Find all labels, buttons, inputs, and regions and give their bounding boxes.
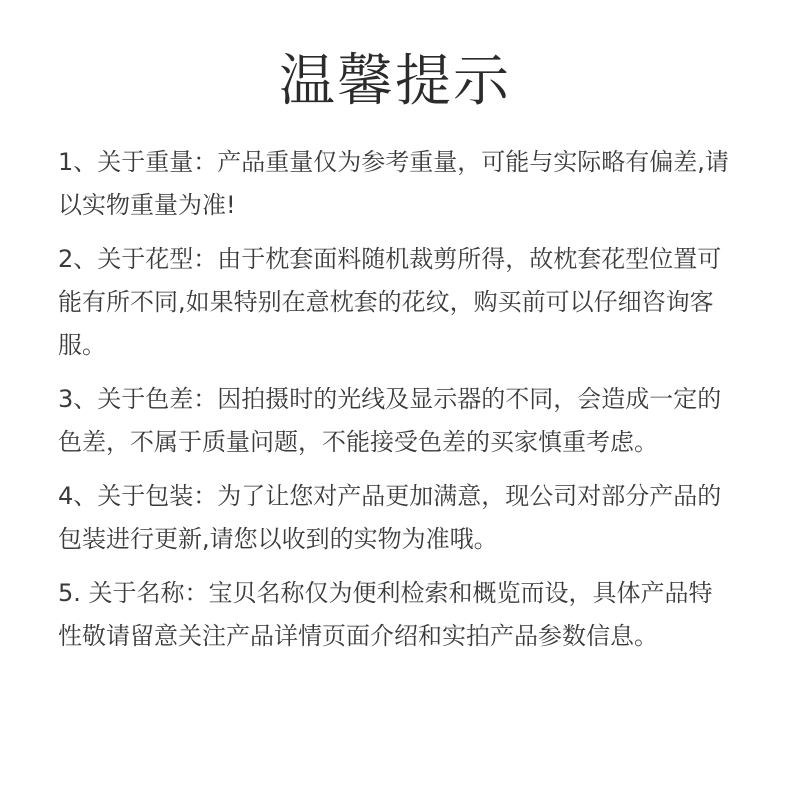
note-packaging: 4、关于包装：为了让您对产品更加满意，现公司对部分产品的包装进行更新,请您以收到的实物为准哦。: [58, 482, 722, 553]
note-product-name: 5. 关于名称：宝贝名称仅为便利检索和概览而设，具体产品特性敬请留意关注产品详情页面介绍和实拍产品参数信息。: [58, 579, 713, 650]
note-weight: 1、关于重量：产品重量仅为参考重量，可能与实际略有偏差,请以实物重量为准!: [58, 148, 729, 219]
note-color-difference: 3、关于色差：因拍摄时的光线及显示器的不同，会造成一定的色差，不属于质量问题，不能接受色差的买家慎重考虑。: [58, 385, 722, 456]
note-pattern: 2、关于花型：由于枕套面料随机裁剪所得，故枕套花型位置可能有所不同,如果特别在意枕套的花纹，购买前可以仔细咨询客服。: [58, 245, 722, 359]
notes-list: [58, 141, 732, 658]
page-title: 温馨提示: [279, 49, 511, 114]
